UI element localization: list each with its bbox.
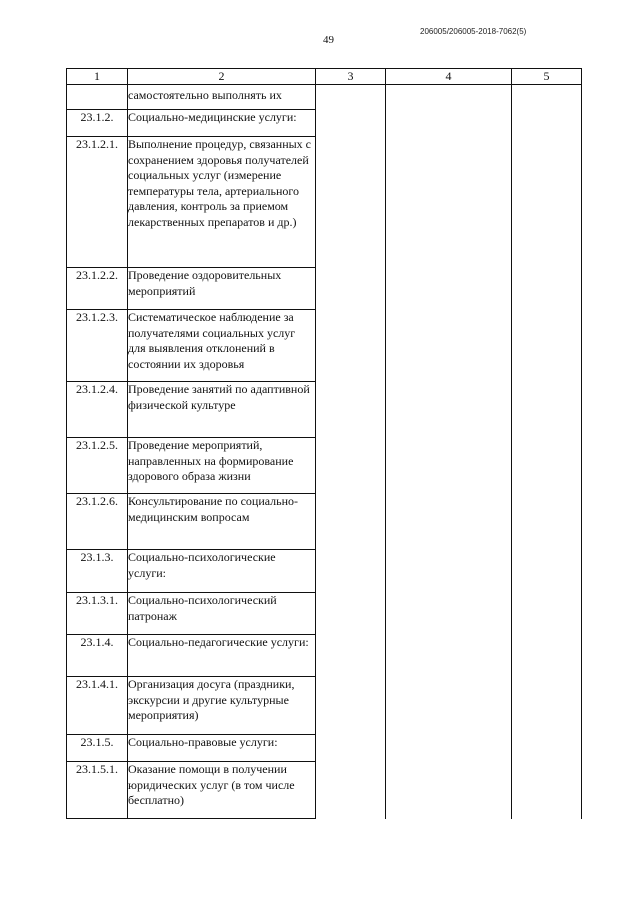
column-header-3: 3 — [316, 69, 386, 85]
row-text: Проведение занятий по адаптивной физической культуре — [128, 382, 316, 438]
row-number: 23.1.2.3. — [67, 310, 128, 382]
table-row — [67, 85, 582, 110]
page-number: 49 — [323, 34, 334, 46]
row-text: Социально-педагогические услуги: — [128, 635, 316, 677]
row-text: Проведение мероприятий, направленных на формирование здорового образа жизни — [128, 438, 316, 494]
row-text: Выполнение процедур, связанных с сохранением здоровья получателей социальных услуг (измерение температуры тела, артериального давления, контроль за приемом лекарственных препаратов и др.) — [128, 137, 316, 268]
row-text: Социально-правовые услуги: — [128, 735, 316, 762]
row-number — [67, 85, 128, 110]
row-text: Оказание помощи в получении юридических услуг (в том числе бесплатно) — [128, 762, 316, 819]
row-number: 23.1.2.5. — [67, 438, 128, 494]
row-number: 23.1.2. — [67, 110, 128, 137]
empty-cell-col4 — [386, 85, 512, 819]
row-text: Систематическое наблюдение за получателями социальных услуг для выявления отклонений в состоянии их здоровья — [128, 310, 316, 382]
row-text: самостоятельно выполнять их — [128, 85, 316, 110]
column-header-5: 5 — [512, 69, 582, 85]
empty-cell-col5 — [512, 85, 582, 819]
column-header-4: 4 — [386, 69, 512, 85]
row-text: Проведение оздоровительных мероприятий — [128, 268, 316, 310]
row-text: Социально-психологический патронаж — [128, 593, 316, 635]
row-number: 23.1.2.6. — [67, 494, 128, 550]
column-header-1: 1 — [67, 69, 128, 85]
row-number: 23.1.2.4. — [67, 382, 128, 438]
row-number: 23.1.5.1. — [67, 762, 128, 819]
services-table — [66, 68, 582, 819]
row-number: 23.1.5. — [67, 735, 128, 762]
empty-cell-col3 — [316, 85, 386, 819]
row-number: 23.1.4. — [67, 635, 128, 677]
row-text: Социально-медицинские услуги: — [128, 110, 316, 137]
row-number: 23.1.4.1. — [67, 677, 128, 735]
document-id: 206005/206005-2018-7062(5) — [420, 27, 527, 36]
column-header-2: 2 — [128, 69, 316, 85]
row-text: Консультирование по социально-медицинским вопросам — [128, 494, 316, 550]
table-header-row — [67, 69, 582, 85]
row-number: 23.1.2.1. — [67, 137, 128, 268]
row-text: Организация досуга (праздники, экскурсии и другие культурные мероприятия) — [128, 677, 316, 735]
row-number: 23.1.3. — [67, 550, 128, 593]
row-number: 23.1.2.2. — [67, 268, 128, 310]
row-text: Социально-психологические услуги: — [128, 550, 316, 593]
row-number: 23.1.3.1. — [67, 593, 128, 635]
